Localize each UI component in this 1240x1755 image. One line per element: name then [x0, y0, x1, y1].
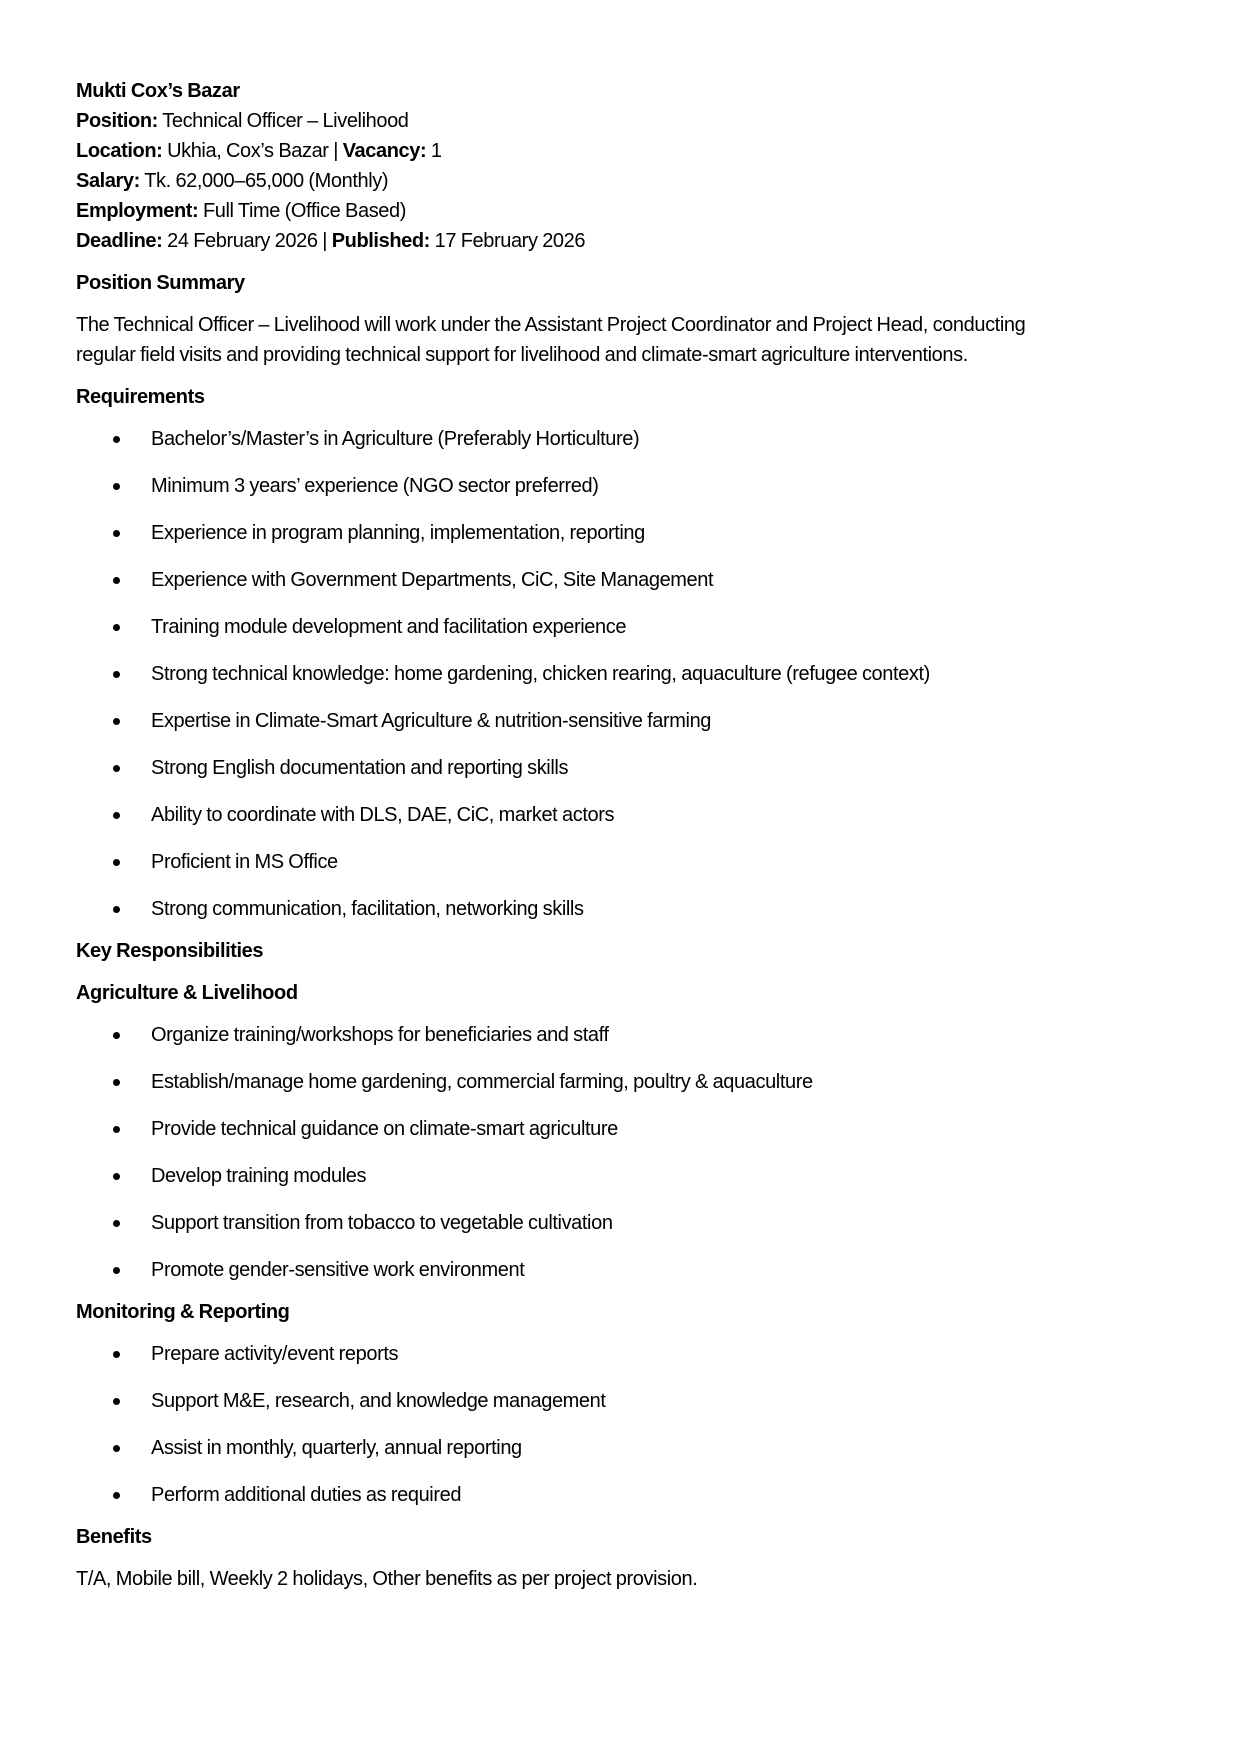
list-item [76, 1208, 1166, 1238]
deadline-value: 24 February 2026 | [167, 230, 328, 252]
list-item-text: Expertise in Climate-Smart Agriculture & nutrition-sensitive farming [151, 710, 712, 732]
location-label: Location: [76, 140, 163, 162]
bullet-icon [113, 1445, 120, 1452]
list-item-text: Strong communication, facilitation, networking skills [151, 898, 584, 920]
published-label: Published: [331, 230, 430, 252]
list-item-text: Support M&E, research, and knowledge management [151, 1390, 606, 1412]
list-item [76, 1255, 1166, 1285]
bullet-icon [113, 577, 120, 584]
list-item-text: Training module development and facilitation experience [151, 616, 627, 638]
position-summary-heading: Position Summary [76, 272, 245, 294]
list-item-text: Establish/manage home gardening, commercial farming, poultry & aquaculture [151, 1071, 813, 1093]
list-item [76, 753, 1166, 783]
list-item-text: Minimum 3 years’ experience (NGO sector preferred) [151, 475, 599, 497]
deadline-label: Deadline: [76, 230, 163, 252]
agriculture-livelihood-heading: Agriculture & Livelihood [76, 982, 298, 1004]
benefits-heading: Benefits [76, 1526, 152, 1548]
bullet-icon [113, 718, 120, 725]
list-item [76, 1480, 1166, 1510]
bullet-icon [113, 1079, 120, 1086]
position-label: Position: [76, 110, 158, 132]
summary-line-2: regular field visits and providing technical support for livelihood and climate-smart agriculture interventions. [76, 344, 968, 366]
published-value: 17 February 2026 [434, 230, 586, 252]
list-item [76, 894, 1166, 924]
bullet-icon [113, 436, 120, 443]
list-item-text: Develop training modules [151, 1165, 367, 1187]
list-item [76, 1067, 1166, 1097]
deadline-line [76, 226, 1166, 256]
agriculture-list [76, 1020, 1166, 1285]
list-item [76, 800, 1166, 830]
list-item [76, 471, 1166, 501]
list-item-text: Proficient in MS Office [151, 851, 338, 873]
position-summary-text [76, 310, 1166, 370]
position-line [76, 106, 1166, 136]
bullet-icon [113, 1492, 120, 1499]
benefits-text: T/A, Mobile bill, Weekly 2 holidays, Other benefits as per project provision. [76, 1568, 698, 1590]
list-item-text: Bachelor’s/Master’s in Agriculture (Preferably Horticulture) [151, 428, 640, 450]
list-item [76, 1433, 1166, 1463]
salary-label: Salary: [76, 170, 140, 192]
bullet-icon [113, 1351, 120, 1358]
bullet-icon [113, 1126, 120, 1133]
list-item [76, 565, 1166, 595]
key-responsibilities-heading: Key Responsibilities [76, 940, 264, 962]
list-item [76, 1020, 1166, 1050]
monitoring-list [76, 1339, 1166, 1510]
bullet-icon [113, 1398, 120, 1405]
list-item-text: Ability to coordinate with DLS, DAE, CiC, market actors [151, 804, 615, 826]
bullet-icon [113, 671, 120, 678]
list-item-text: Assist in monthly, quarterly, annual reporting [151, 1437, 522, 1459]
list-item-text: Strong technical knowledge: home gardening, chicken rearing, aquaculture (refugee context) [151, 663, 930, 685]
monitoring-reporting-heading: Monitoring & Reporting [76, 1301, 290, 1323]
bullet-icon [113, 859, 120, 866]
list-item [76, 1114, 1166, 1144]
organization-name: Mukti Cox’s Bazar [76, 80, 240, 102]
requirements-list [76, 424, 1166, 924]
location-value: Ukhia, Cox’s Bazar | [167, 140, 339, 162]
bullet-icon [113, 906, 120, 913]
location-line [76, 136, 1166, 166]
list-item-text: Prepare activity/event reports [151, 1343, 399, 1365]
document-page [76, 76, 1166, 1594]
summary-line-1: The Technical Officer – Livelihood will work under the Assistant Project Coordinator and Project Head, conducting [76, 314, 1026, 336]
bullet-icon [113, 483, 120, 490]
list-item-text: Experience in program planning, implementation, reporting [151, 522, 645, 544]
list-item [76, 847, 1166, 877]
employment-label: Employment: [76, 200, 199, 222]
list-item-text: Support transition from tobacco to vegetable cultivation [151, 1212, 613, 1234]
employment-line [76, 196, 1166, 226]
bullet-icon [113, 1173, 120, 1180]
list-item-text: Perform additional duties as required [151, 1484, 462, 1506]
list-item [76, 1161, 1166, 1191]
list-item [76, 518, 1166, 548]
bullet-icon [113, 1220, 120, 1227]
vacancy-value: 1 [430, 140, 442, 162]
list-item-text: Experience with Government Departments, CiC, Site Management [151, 569, 714, 591]
list-item [76, 659, 1166, 689]
list-item [76, 1339, 1166, 1369]
list-item-text: Organize training/workshops for beneficiaries and staff [151, 1024, 609, 1046]
list-item [76, 706, 1166, 736]
bullet-icon [113, 624, 120, 631]
list-item-text: Promote gender-sensitive work environment [151, 1259, 525, 1281]
employment-value: Full Time (Office Based) [202, 200, 406, 222]
bullet-icon [113, 530, 120, 537]
list-item [76, 1386, 1166, 1416]
list-item-text: Strong English documentation and reporting skills [151, 757, 569, 779]
list-item [76, 424, 1166, 454]
requirements-heading: Requirements [76, 386, 205, 408]
list-item-text: Provide technical guidance on climate-smart agriculture [151, 1118, 618, 1140]
salary-line [76, 166, 1166, 196]
bullet-icon [113, 812, 120, 819]
bullet-icon [113, 1032, 120, 1039]
bullet-icon [113, 1267, 120, 1274]
list-item [76, 612, 1166, 642]
vacancy-label: Vacancy: [342, 140, 427, 162]
position-value: Technical Officer – Livelihood [162, 110, 409, 132]
bullet-icon [113, 765, 120, 772]
salary-value: Tk. 62,000–65,000 (Monthly) [144, 170, 389, 192]
